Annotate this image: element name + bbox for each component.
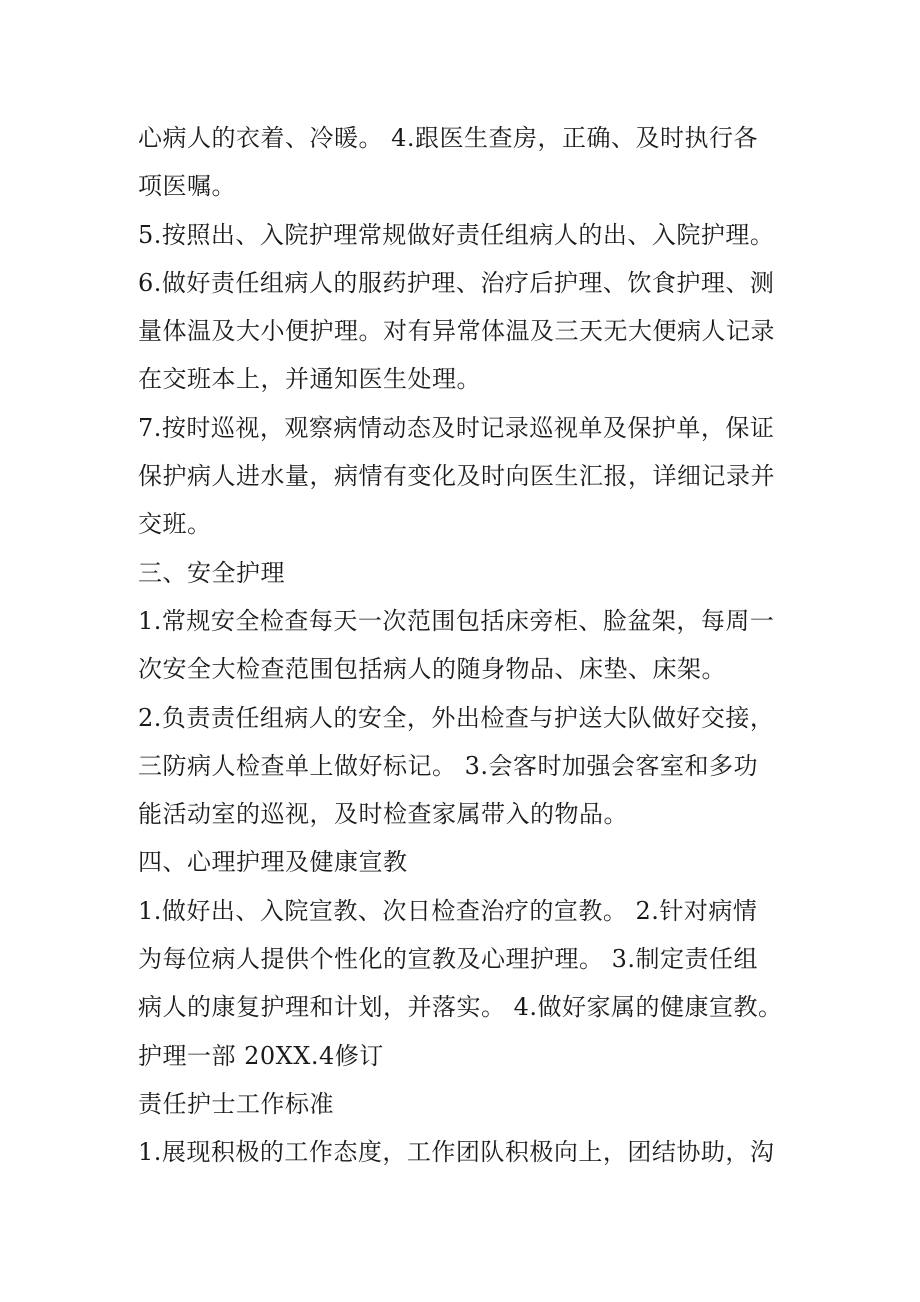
text-line: 5.按照出、入院护理常规做好责任组病人的出、入院护理。 [138, 220, 775, 249]
text-line: 能活动室的巡视，及时检查家属带入的物品。 [138, 800, 628, 829]
text-line: 保护病人进水量，病情有变化及时向医生汇报，详细记录并 [138, 462, 775, 491]
text-line: 7.按时巡视，观察病情动态及时记录巡视单及保护单，保证 [138, 413, 775, 442]
text-line: 量体温及大小便护理。对有异常体温及三天无大便病人记录 [138, 317, 775, 346]
text-line: 次安全大检查范围包括病人的随身物品、床垫、床架。 [138, 655, 726, 684]
revision-note: 护理一部 20XX.4修订 [138, 1041, 384, 1070]
text-line: 交班。 [138, 510, 212, 539]
text-line: 6.做好责任组病人的服药护理、治疗后护理、饮食护理、测 [138, 268, 775, 297]
text-line: 1.展现积极的工作态度，工作团队积极向上，团结协助，沟 [138, 1138, 775, 1167]
section-heading: 四、心理护理及健康宣教 [138, 848, 408, 877]
text-line: 1.做好出、入院宣教、次日检查治疗的宣教。 2.针对病情 [138, 896, 758, 925]
text-line: 2.负责责任组病人的安全，外出检查与护送大队做好交接， [138, 703, 775, 732]
text-line: 病人的康复护理和计划，并落实。 4.做好家属的健康宣教。 [138, 993, 783, 1022]
text-line: 项医嘱。 [138, 172, 236, 201]
text-line: 三防病人检查单上做好标记。 3.会客时加强会客室和多功 [138, 751, 759, 780]
document-title: 责任护士工作标准 [138, 1089, 334, 1118]
text-line: 为每位病人提供个性化的宣教及心理护理。 3.制定责任组 [138, 945, 759, 974]
text-line: 在交班本上，并通知医生处理。 [138, 365, 481, 394]
text-line: 心病人的衣着、冷暖。 4.跟医生查房，正确、及时执行各 [138, 124, 759, 152]
section-heading: 三、安全护理 [138, 558, 285, 587]
document-body [138, 114, 808, 1177]
text-line: 1.常规安全检查每天一次范围包括床旁柜、脸盆架，每周一 [138, 606, 775, 635]
